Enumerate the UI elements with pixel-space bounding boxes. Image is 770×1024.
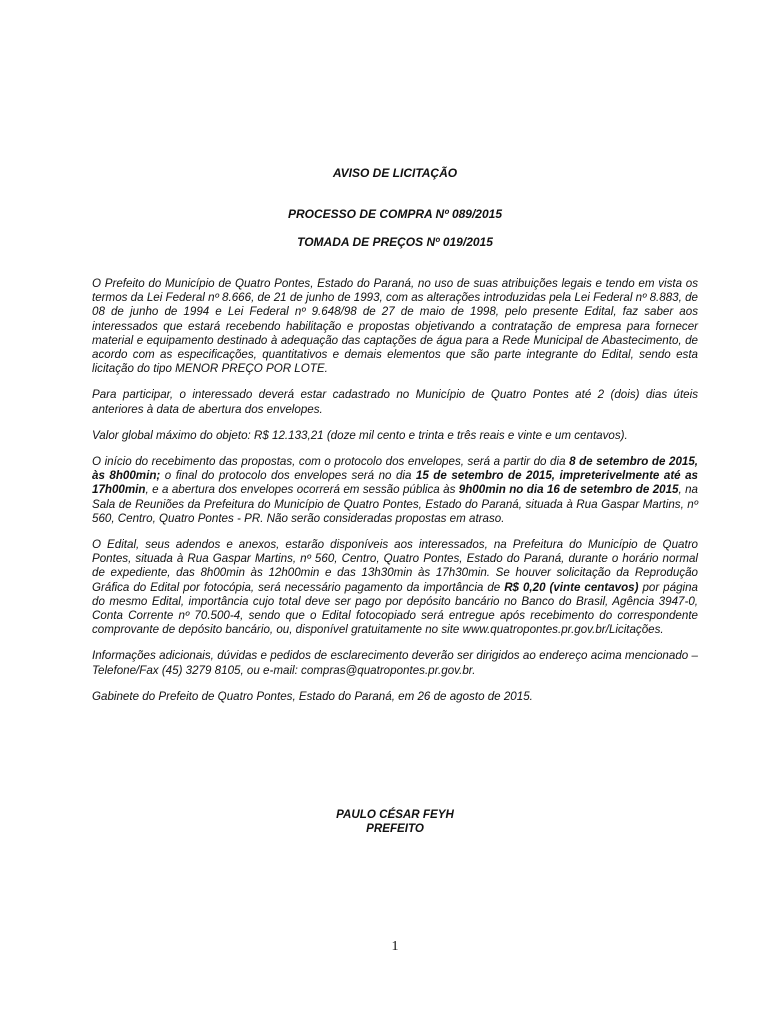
- paragraph-edital: [92, 538, 698, 637]
- schedule-text-1: O início do recebimento das propostas, com o protocolo dos envelopes, será a partir do dia: [92, 455, 570, 469]
- process-number: PROCESSO DE COMPRA Nº 089/2015: [287, 207, 502, 221]
- edital-price: R$ 0,20 (vinte centavos): [504, 580, 639, 594]
- paragraph-schedule: [92, 455, 698, 526]
- signature-role: PREFEITO: [366, 822, 424, 835]
- paragraph-registration: Para participar, o interessado deverá estar cadastrado no Município de Quatro Pontes até 2 (dois) dias úteis anteriores à data de abertura dos envelopes.: [92, 388, 698, 416]
- schedule-opening-date: 9h00min no dia 16 de setembro de 2015: [458, 483, 679, 497]
- schedule-start-date: 8 de setembro de 2015, às 8h00min;: [92, 455, 699, 483]
- schedule-end-date: 15 de setembro de 2015, impreterivelmente até as 17h00min: [92, 469, 699, 497]
- schedule-text-2: o final do protocolo dos envelopes será no dia: [160, 469, 416, 483]
- schedule-text-3: , e a abertura dos envelopes ocorrerá em sessão pública às: [145, 483, 459, 497]
- signature-name: PAULO CÉSAR FEYH: [336, 808, 454, 821]
- paragraph-intro: O Prefeito do Município de Quatro Pontes, Estado do Paraná, no uso de suas atribuições legais e tendo em vista os termos da Lei Federal nº 8.666, de 21 de junho de 1993, com as alterações introduzidas pela Lei Federal nº 8.883, de 08 de junho de 1994 e Lei Federal nº 9.648/98 de 27 de maio de 1998, pelo presente Edital, faz saber aos interessados que estará recebendo habilitação e propostas objetivando a contratação de empresa para fornecer material e equipamento destinado à adequação das captações de água para a Rede Municipal de Abastecimento, de acordo com as especificações, quantitativos e demais elementos que são parte integrante do Edital, sendo esta licitação do tipo MENOR PREÇO POR LOTE.: [92, 277, 698, 376]
- paragraph-date: Gabinete do Prefeito de Quatro Pontes, Estado do Paraná, em 26 de agosto de 2015.: [92, 689, 533, 703]
- paragraph-max-value: Valor global máximo do objeto: R$ 12.133,21 (doze mil cento e trinta e três reais e vinte e um centavos).: [92, 428, 628, 442]
- document-title: AVISO DE LICITAÇÃO: [332, 166, 458, 180]
- edital-text-2: por página do mesmo Edital, importância cujo total deve ser pago por depósito bancário no Banco do Brasil, Agência 3947-0, Conta Corrente nº 70.500-4, sendo que o Edital fotocopiado será entregue após recebimento do correspondente comprovante de depósito bancário, ou, disponível gratuitamente no site www.quatropontes.pr.gov.br/Licitações.: [92, 580, 698, 637]
- document-page: [92, 0, 698, 1024]
- paragraph-contact: Informações adicionais, dúvidas e pedidos de esclarecimento deverão ser dirigidos ao endereço acima mencionado – Telefone/Fax (45) 3279 8105, ou e-mail: compras@quatropontes.pr.gov.br.: [92, 649, 698, 677]
- document-body: [92, 277, 698, 716]
- page-number: 1: [391, 939, 399, 954]
- tender-number: TOMADA DE PREÇOS Nº 019/2015: [297, 235, 493, 249]
- edital-text-1: O Edital, seus adendos e anexos, estarão disponíveis aos interessados, na Prefeitura do Município de Quatro Pontes, situada à Rua Gaspar Martins, nº 560, Centro, Quatro Pontes, Estado do Paraná, durante o horário normal de expediente, das 8h00min às 12h00min e das 13h30min às 17h30min. Se houver solicitação da Reprodução Gráfica do Edital por fotocópia, será necessário pagamento da importância de: [92, 538, 698, 594]
- schedule-text-4: , na Sala de Reuniões da Prefeitura do Município de Quatro Pontes, Estado do Paraná, situada à Rua Gaspar Martins, nº 560, Centro, Quatro Pontes - PR. Não serão consideradas propostas em atraso.: [92, 483, 699, 525]
